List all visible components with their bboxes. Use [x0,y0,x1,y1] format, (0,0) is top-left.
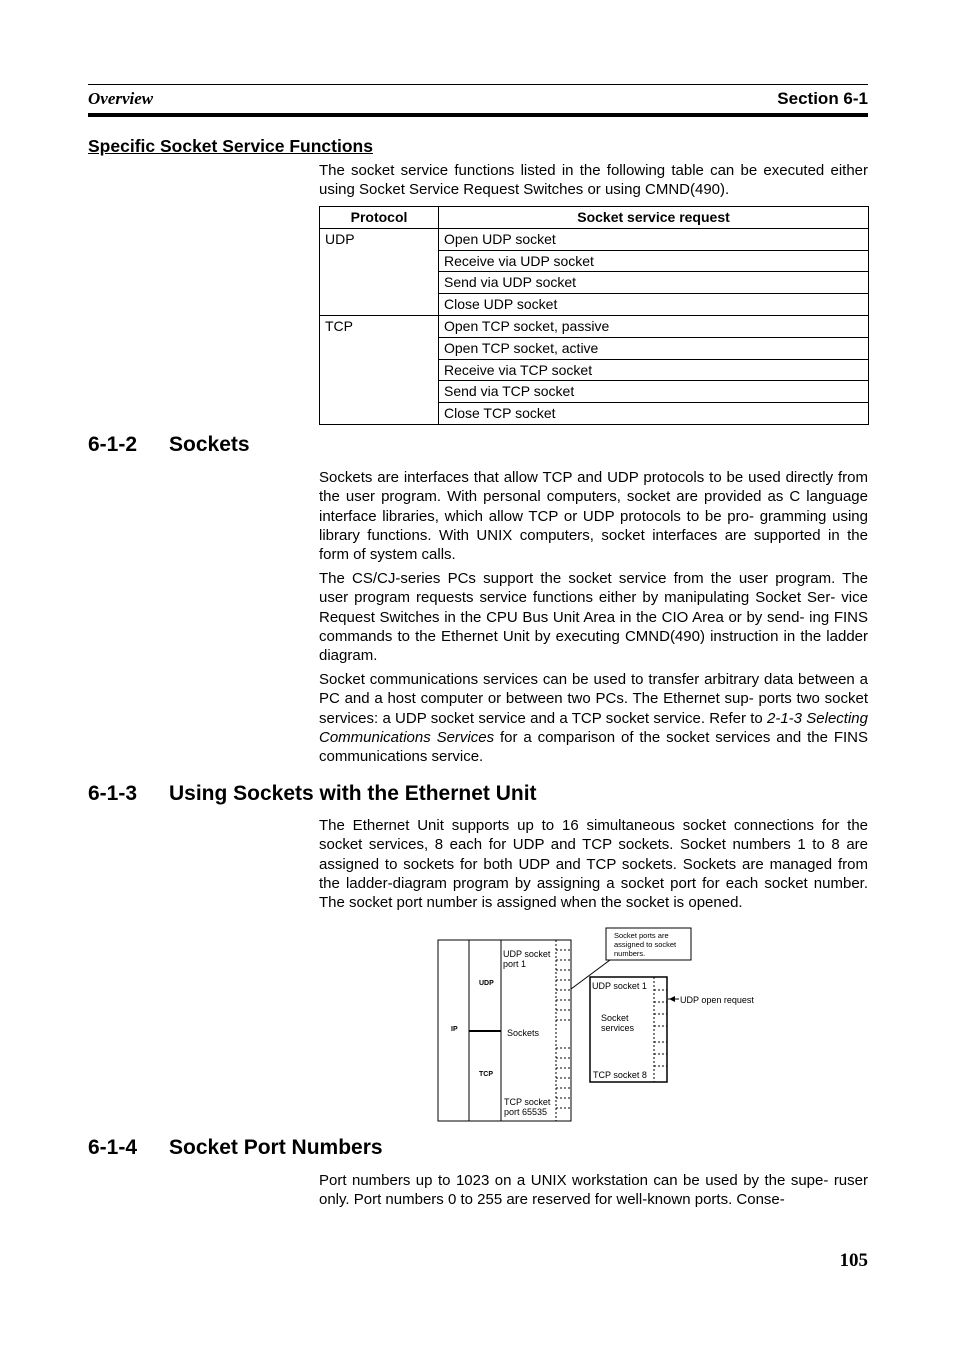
table-cell-request: Send via TCP socket [439,381,869,403]
sockets-paragraph-3-text-a: Socket communications services can be used to transfer arbitrary data between a PC and a host computer or between two PCs. The Ethernet sup- ports two socket services: a UDP socket service and a TCP socket service. Refer to [319,671,868,727]
udp-open-request-label: UDP open request [680,995,754,1005]
section-6-1-3-heading [88,782,537,806]
callout-text-1: Socket ports are [614,931,669,940]
udp-layer-label: UDP [479,980,494,987]
table-cell-request: Open TCP socket, active [439,337,869,359]
table-cell-request: Receive via UDP socket [439,250,869,272]
udp-port-label-1: UDP socket [503,949,551,959]
running-header-section: Section 6-1 [777,89,868,108]
udp-socket-1-label: UDP socket 1 [592,981,647,991]
socket-services-label-1: Socket [601,1013,629,1023]
table-header-protocol: Protocol [320,207,439,229]
table-header-row [320,207,869,229]
port-dashes [556,950,571,1108]
sockets-label: Sockets [507,1028,540,1038]
tcp-layer-label: TCP [479,1071,493,1078]
section-number: 6-1-4 [88,1136,138,1159]
specific-socket-heading: Specific Socket Service Functions [88,136,373,156]
using-sockets-paragraph: The Ethernet Unit supports up to 16 simultaneous socket connections for the socket services, 8 each for UDP and TCP sockets. Socket numbers 1 to 8 are assigned to sockets for both UDP and TCP sockets. Sockets are managed from the ladder-diagram program by assigning a socket port for each socket number. The socket port number is assigned when the socket is opened. [319,817,868,912]
callout-text-2: assigned to socket [614,940,677,949]
port-numbers-paragraph: Port numbers up to 1023 on a UNIX workstation can be used by the supe- ruser only. Port numbers 0 to 255 are reserved for well-known ports. Conse- [319,1172,868,1209]
table-row [320,315,869,337]
table-cell-request: Close TCP socket [439,403,869,425]
ip-layer-label: IP [451,1026,458,1033]
section-title: Using Sockets with the Ethernet Unit [169,782,537,805]
table-cell-request: Close UDP socket [439,294,869,316]
section-6-1-2-heading [88,433,250,457]
socket-service-table [319,206,869,425]
sockets-paragraph-1: Sockets are interfaces that allow TCP and UDP protocols to be used directly from the user program. With personal computers, socket are provided as C language interface libraries, which allow TCP or UDP protocols to be pro- gramming using library functions. With UNIX computers, socket interfaces are supported in the form of system calls. [319,469,868,564]
section-6-1-4-heading [88,1136,383,1160]
section-number: 6-1-3 [88,782,138,805]
running-header-chapter: Overview [88,89,154,108]
specific-intro-paragraph: The socket service functions listed in the following table can be executed either using Socket Service Request Switches or using CMND(490). [319,162,868,199]
cross-reference-link: 2-1-3 Selecting Communications Services [319,709,868,746]
table-cell-protocol-udp: UDP [320,228,439,315]
socket-number-dashes [654,990,667,1066]
section-number: 6-1-2 [88,433,138,456]
table-row [320,228,869,250]
sockets-paragraph-2: The CS/CJ-series PCs support the socket service from the user program. The user program requests service functions either by manipulating Socket Ser- vice Request Switches in the CPU Bus Unit Area in the CIO Area or by send- ing FINS commands to the Ethernet Unit by executing CMND(490) instruction in the ladder diagram. [319,570,868,665]
sockets-paragraph-3-text-b: for a comparison of the socket services and the FINS communications service. [319,728,868,766]
tcp-port-label-1: TCP socket [504,1097,551,1107]
tcp-port-label-2: port 65535 [504,1107,548,1117]
table-cell-request: Send via UDP socket [439,272,869,294]
page-number: 105 [839,1250,868,1271]
table-cell-request: Receive via TCP socket [439,359,869,381]
socket-diagram [430,922,780,1127]
table-header-request: Socket service request [439,207,869,229]
arrow-head-icon [669,996,675,1002]
tcp-socket-8-label: TCP socket 8 [593,1070,647,1080]
table-cell-protocol-tcp: TCP [320,315,439,424]
header-rule-top [88,84,868,85]
table-cell-request: Open TCP socket, passive [439,315,869,337]
table-cell-request: Open UDP socket [439,228,869,250]
section-title: Sockets [169,433,250,456]
header-rule-thick [88,113,868,117]
sockets-paragraph-3 [319,670,868,766]
callout-text-3: numbers. [614,949,646,958]
udp-port-label-2: port 1 [503,959,527,969]
section-title: Socket Port Numbers [169,1136,383,1159]
socket-services-label-2: services [601,1023,635,1033]
